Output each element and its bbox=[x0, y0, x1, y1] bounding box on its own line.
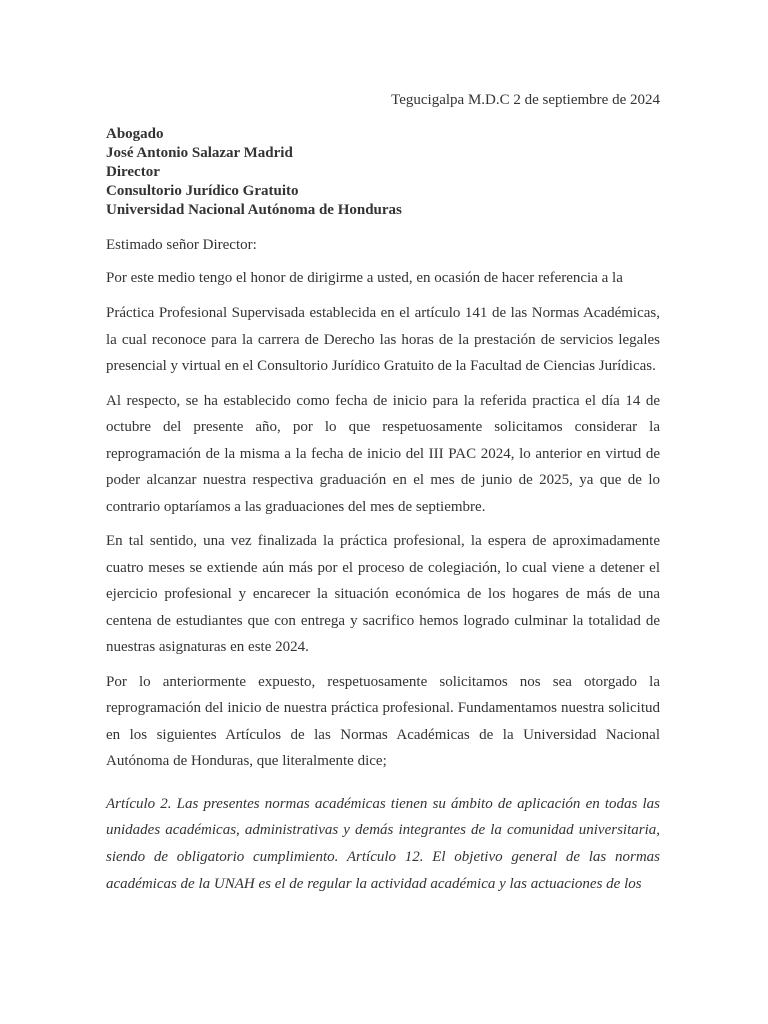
body-paragraph-3: En tal sentido, una vez finalizada la práctica profesional, la espera de aproximadamente cuatro meses se extiende aún más por el proceso de colegiación, lo cual viene a detener el ejercicio profesional y encarecer la situación económica de los hogares de más de una centena de estudiantes que con entrega y sacrifico hemos logrado culminar la totalidad de nuestras asignaturas en este 2024. bbox=[106, 533, 660, 655]
body-paragraph-2: Al respecto, se ha establecido como fecha de inicio para la referida practica el día 14 de octubre del presente año, por lo que respetuosamente solicitamos considerar la reprogramación de la misma a la fecha de inicio del III PAC 2024, lo anterior en virtud de poder alcanzar nuestra respectiva graduación en el mes de junio de 2025, ya que de lo contrario optaríamos a las graduaciones del mes de septiembre. bbox=[106, 392, 660, 515]
body-paragraph-4: Por lo anteriormente expuesto, respetuosamente solicitamos nos sea otorgado la reprogramación del inicio de nuestra práctica profesional. Fundamentamos nuestra solicitud en los siguientes Artículos de las Normas Académicas de la Universidad Nacional Autónoma de Honduras, que literalmente dice; bbox=[106, 673, 660, 769]
letter-date: Tegucigalpa M.D.C 2 de septiembre de 2024 bbox=[391, 92, 660, 108]
quoted-articles: Artículo 2. Las presentes normas académicas tienen su ámbito de aplicación en todas las unidades académicas, administrativas y demás integrantes de la comunidad universitaria, siendo de obligatorio cumplimiento. Artículo 12. El objetivo general de las normas académicas de la UNAH es el de regular la actividad académica y las actuaciones de los bbox=[106, 795, 660, 892]
letter-page bbox=[106, 90, 660, 898]
body-paragraph-1: Práctica Profesional Supervisada establecida en el artículo 141 de las Normas Académicas, la cual reconoce para la carrera de Derecho las horas de la prestación de servicios legales presencial y virtual en el Consultorio Jurídico Gratuito de la Facultad de Ciencias Jurídicas. bbox=[106, 305, 660, 374]
recipient-institution: Universidad Nacional Autónoma de Honduras bbox=[106, 202, 402, 218]
recipient-office: Consultorio Jurídico Gratuito bbox=[106, 183, 299, 199]
recipient-position: Director bbox=[106, 164, 160, 180]
salutation: Estimado señor Director: bbox=[106, 237, 257, 253]
recipient-title: Abogado bbox=[106, 126, 164, 142]
intro-line: Por este medio tengo el honor de dirigirme a usted, en ocasión de hacer referencia a la bbox=[106, 270, 623, 286]
recipient-block bbox=[106, 125, 660, 220]
recipient-name: José Antonio Salazar Madrid bbox=[106, 145, 293, 161]
